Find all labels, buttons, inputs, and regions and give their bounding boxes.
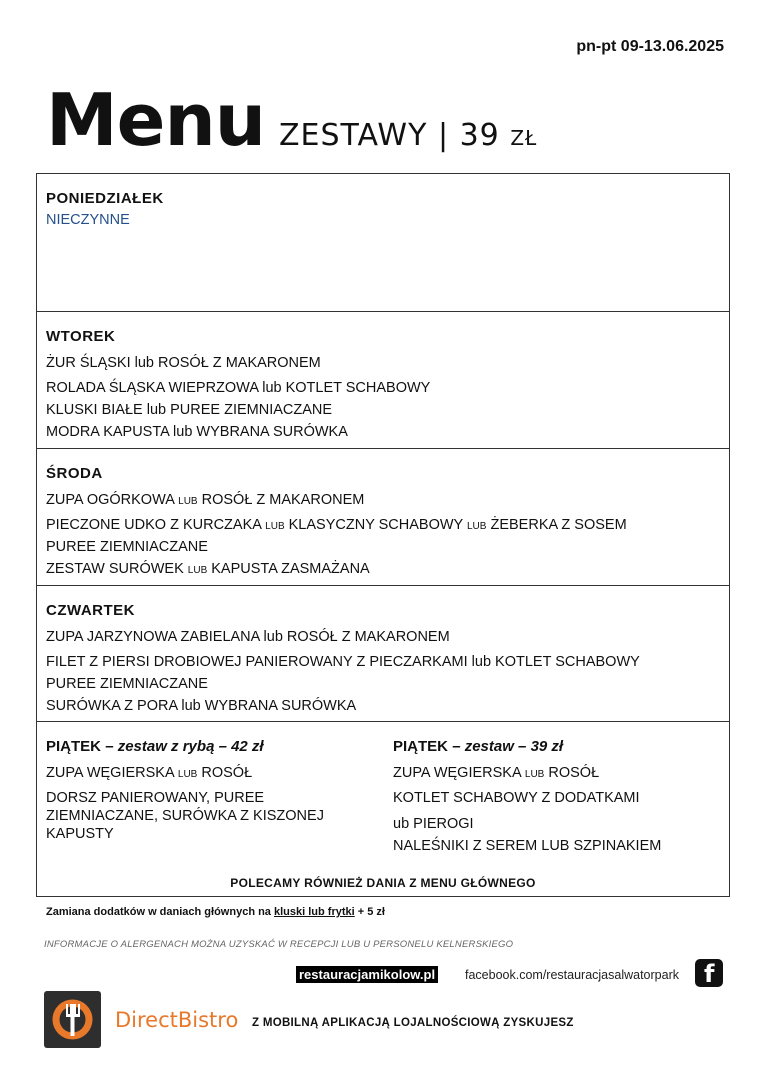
menu-box: [36, 173, 730, 897]
menu-line: PUREE ZIEMNIACZANE: [46, 676, 208, 692]
menu-line: ZUPA WĘGIERSKA LUB ROSÓŁ: [393, 765, 600, 781]
subtitle-unit: ZŁ: [510, 126, 538, 150]
day-section-tuesday: [37, 312, 729, 449]
menu-line: DORSZ PANIEROWANY, PUREE: [46, 790, 265, 806]
menu-line: KAPUSTY: [46, 826, 114, 842]
allergen-info: INFORMACJE O ALERGENACH MOŻNA UZYSKAĆ W RECEPCJI LUB U PERSONELU KELNERSKIEGO: [44, 939, 514, 950]
directbistro-logo-icon: [44, 991, 101, 1048]
day-heading: WTOREK: [46, 328, 116, 345]
date-range: pn-pt 09-13.06.2025: [576, 38, 724, 55]
day-heading: PONIEDZIAŁEK: [46, 190, 164, 207]
facebook-link[interactable]: facebook.com/restauracjasalwatorpark: [465, 968, 679, 982]
day-section-friday: [37, 722, 729, 898]
app-tagline: Z MOBILNĄ APLIKACJĄ LOJALNOŚCIOWĄ ZYSKUJESZ: [252, 1017, 574, 1029]
menu-line: NALEŚNIKI Z SEREM LUB SZPINAKIEM: [393, 838, 662, 854]
page-title: [46, 78, 538, 162]
day-section-monday: [37, 174, 729, 312]
day-heading: ŚRODA: [46, 465, 103, 482]
directbistro-brand: DirectBistro: [115, 1008, 239, 1032]
subtitle-text: ZESTAWY | 39: [279, 118, 500, 153]
day-heading: PIĄTEK – zestaw z rybą – 42 zł: [46, 738, 264, 755]
menu-line: MODRA KAPUSTA lub WYBRANA SURÓWKA: [46, 424, 348, 440]
menu-line: PUREE ZIEMNIACZANE: [46, 539, 208, 555]
recommendation-note: POLECAMY RÓWNIEŻ DANIA Z MENU GŁÓWNEGO: [230, 876, 536, 890]
menu-title: Menu: [46, 78, 265, 162]
day-section-thursday: [37, 586, 729, 722]
day-heading: PIĄTEK – zestaw – 39 zł: [393, 738, 564, 755]
menu-line: SURÓWKA Z PORA lub WYBRANA SURÓWKA: [46, 698, 357, 714]
day-heading: CZWARTEK: [46, 602, 135, 619]
menu-line: ZUPA JARZYNOWA ZABIELANA lub ROSÓŁ Z MAKARONEM: [46, 629, 450, 645]
menu-line: KOTLET SCHABOWY Z DODATKAMI: [393, 790, 640, 806]
menu-line: ZIEMNIACZANE, SURÓWKA Z KISZONEJ: [46, 808, 324, 824]
menu-line: ŻUR ŚLĄSKI lub ROSÓŁ Z MAKARONEM: [46, 355, 321, 371]
side-swap-note: Zamiana dodatków w daniach głównych na kluski lub frytki + 5 zł: [46, 906, 385, 918]
menu-line: ub PIEROGI: [393, 816, 474, 832]
day-section-wednesday: [37, 449, 729, 586]
menu-line: PIECZONE UDKO Z KURCZAKA LUB KLASYCZNY SCHABOWY LUB ŻEBERKA Z SOSEM: [46, 517, 627, 533]
closed-status: NIECZYNNE: [46, 212, 130, 228]
menu-line: ZESTAW SURÓWEK LUB KAPUSTA ZASMAŻANA: [46, 561, 370, 577]
menu-line: ROLADA ŚLĄSKA WIEPRZOWA lub KOTLET SCHABOWY: [46, 380, 431, 396]
website-link[interactable]: restauracjamikolow.pl: [296, 966, 438, 983]
menu-line: ZUPA WĘGIERSKA LUB ROSÓŁ: [46, 765, 253, 781]
facebook-icon[interactable]: f: [695, 959, 723, 987]
menu-line: ZUPA OGÓRKOWA LUB ROSÓŁ Z MAKARONEM: [46, 492, 365, 508]
menu-line: KLUSKI BIAŁE lub PUREE ZIEMNIACZANE: [46, 402, 333, 418]
menu-line: FILET Z PIERSI DROBIOWEJ PANIEROWANY Z PIECZARKAMI lub KOTLET SCHABOWY: [46, 654, 640, 670]
menu-subtitle: [279, 118, 537, 153]
